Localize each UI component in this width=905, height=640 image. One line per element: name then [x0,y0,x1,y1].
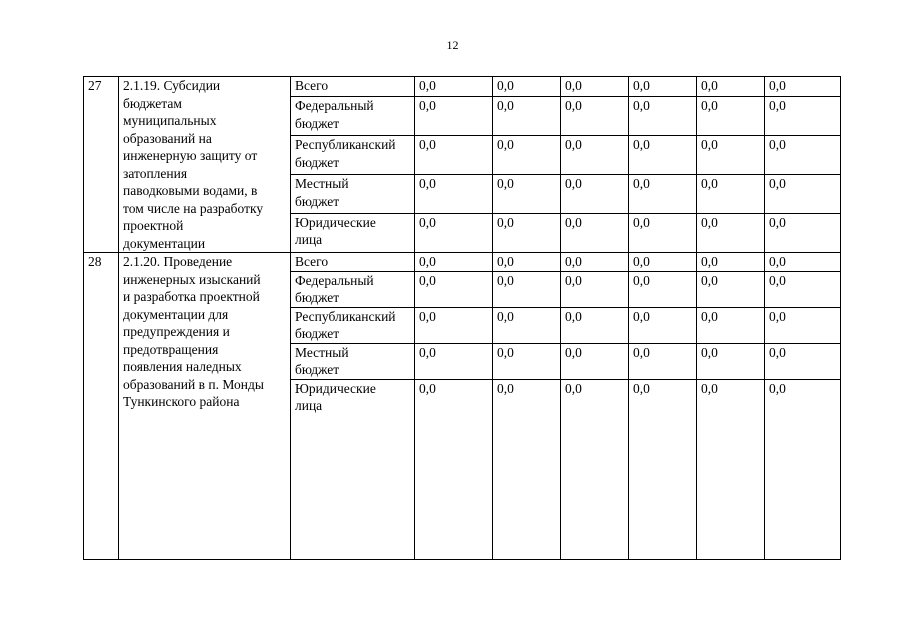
funding-source-line: Федеральный [295,272,374,288]
value-cell: 0,0 [629,343,697,379]
funding-source-cell [291,97,415,136]
value-cell: 0,0 [697,77,765,97]
table-row [84,253,841,272]
funding-source-cell [291,307,415,343]
funding-source-line: Федеральный [295,98,374,114]
event-name-line: документации [123,235,206,251]
value-cell: 0,0 [697,379,765,559]
value-cell: 0,0 [765,253,841,272]
value-cell: 0,0 [765,77,841,97]
value-cell: 0,0 [561,77,629,97]
event-name-line: и разработка проектной [123,289,260,304]
event-name-line: инженерную защиту от [123,148,258,163]
event-name-line: том числе на разработку [123,200,264,216]
event-name-cell [119,253,291,560]
value-cell: 0,0 [415,307,493,343]
event-name-line: паводковыми водами, в [123,183,258,198]
value-cell: 0,0 [765,213,841,252]
value-cell: 0,0 [493,97,561,136]
value-cell: 0,0 [765,271,841,307]
funding-source-cell [291,253,415,272]
value-cell: 0,0 [697,307,765,343]
value-cell: 0,0 [697,97,765,136]
value-cell: 0,0 [561,253,629,272]
event-name-line: муниципальных [123,113,217,128]
value-cell: 0,0 [629,175,697,214]
funding-source-cell [291,271,415,307]
value-cell: 0,0 [415,77,493,97]
value-cell: 0,0 [629,379,697,559]
event-name-cell [119,77,291,253]
funding-source-cell [291,77,415,97]
value-cell: 0,0 [493,175,561,214]
value-cell: 0,0 [561,379,629,559]
value-cell: 0,0 [629,271,697,307]
funding-source-cell [291,136,415,175]
event-name-line: предотвращения [123,341,219,357]
event-name-line: образований на [123,130,212,146]
value-cell: 0,0 [561,307,629,343]
value-cell: 0,0 [561,343,629,379]
event-name-line: затопления [123,165,188,181]
event-name-line: Тункинского района [123,394,240,409]
funding-source-line: Местный [295,176,349,191]
event-name-line: 2.1.19. Субсидии [123,78,221,93]
value-cell: 0,0 [415,175,493,214]
value-cell: 0,0 [415,97,493,136]
budget-table [83,76,841,560]
funding-source-line: Юридические [295,380,376,396]
value-cell: 0,0 [561,136,629,175]
value-cell: 0,0 [697,175,765,214]
value-cell: 0,0 [629,97,697,136]
funding-source-cell [291,175,415,214]
value-cell: 0,0 [493,343,561,379]
value-cell: 0,0 [697,136,765,175]
value-cell: 0,0 [765,307,841,343]
table-row [84,77,841,97]
funding-source-cell [291,343,415,379]
funding-source-line: лица [295,232,323,248]
event-name-line: образований в п. Монды [123,376,264,392]
value-cell: 0,0 [493,136,561,175]
value-cell: 0,0 [697,271,765,307]
funding-source-line: Республиканский [295,308,396,324]
value-cell: 0,0 [697,343,765,379]
funding-source-line: бюджет [295,154,340,170]
funding-source-line: Юридические [295,214,376,230]
funding-source-line: бюджет [295,290,340,305]
value-cell: 0,0 [493,307,561,343]
value-cell: 0,0 [765,379,841,559]
event-name-line: предупреждения и [123,324,230,339]
event-name-line: инженерных изысканий [123,271,261,287]
value-cell: 0,0 [415,379,493,559]
funding-source-line: Местный [295,344,349,360]
funding-source-line: бюджет [295,326,340,341]
value-cell: 0,0 [629,136,697,175]
value-cell: 0,0 [765,97,841,136]
funding-source-line: лица [295,398,323,413]
value-cell: 0,0 [629,253,697,272]
value-cell: 0,0 [697,213,765,252]
funding-source-line: Всего [295,254,329,269]
event-name-line: бюджетам [123,95,182,111]
value-cell: 0,0 [561,213,629,252]
value-cell: 0,0 [415,253,493,272]
value-cell: 0,0 [629,307,697,343]
event-name-line: документации для [123,306,229,322]
value-cell: 0,0 [415,343,493,379]
event-name-line: проектной [123,218,184,233]
value-cell: 0,0 [561,271,629,307]
value-cell: 0,0 [765,175,841,214]
page-number: 12 [446,38,459,52]
funding-source-line: Республиканский [295,137,396,153]
value-cell: 0,0 [697,253,765,272]
value-cell: 0,0 [493,253,561,272]
value-cell: 0,0 [561,175,629,214]
funding-source-cell [291,213,415,252]
funding-source-line: бюджет [295,115,340,131]
value-cell: 0,0 [493,379,561,559]
value-cell: 0,0 [415,271,493,307]
value-cell: 0,0 [765,136,841,175]
value-cell: 0,0 [765,343,841,379]
value-cell: 0,0 [493,213,561,252]
row-number: 27 [84,77,119,253]
value-cell: 0,0 [415,213,493,252]
funding-source-line: бюджет [295,193,340,209]
event-name-line: 2.1.20. Проведение [123,254,233,269]
event-name-line: появления наледных [123,359,242,374]
value-cell: 0,0 [493,77,561,97]
value-cell: 0,0 [629,77,697,97]
table-body [84,77,841,560]
value-cell: 0,0 [629,213,697,252]
funding-source-cell [291,379,415,559]
funding-source-line: бюджет [295,362,340,377]
value-cell: 0,0 [493,271,561,307]
value-cell: 0,0 [561,97,629,136]
row-number: 28 [84,253,119,560]
value-cell: 0,0 [415,136,493,175]
funding-source-line: Всего [295,78,329,93]
